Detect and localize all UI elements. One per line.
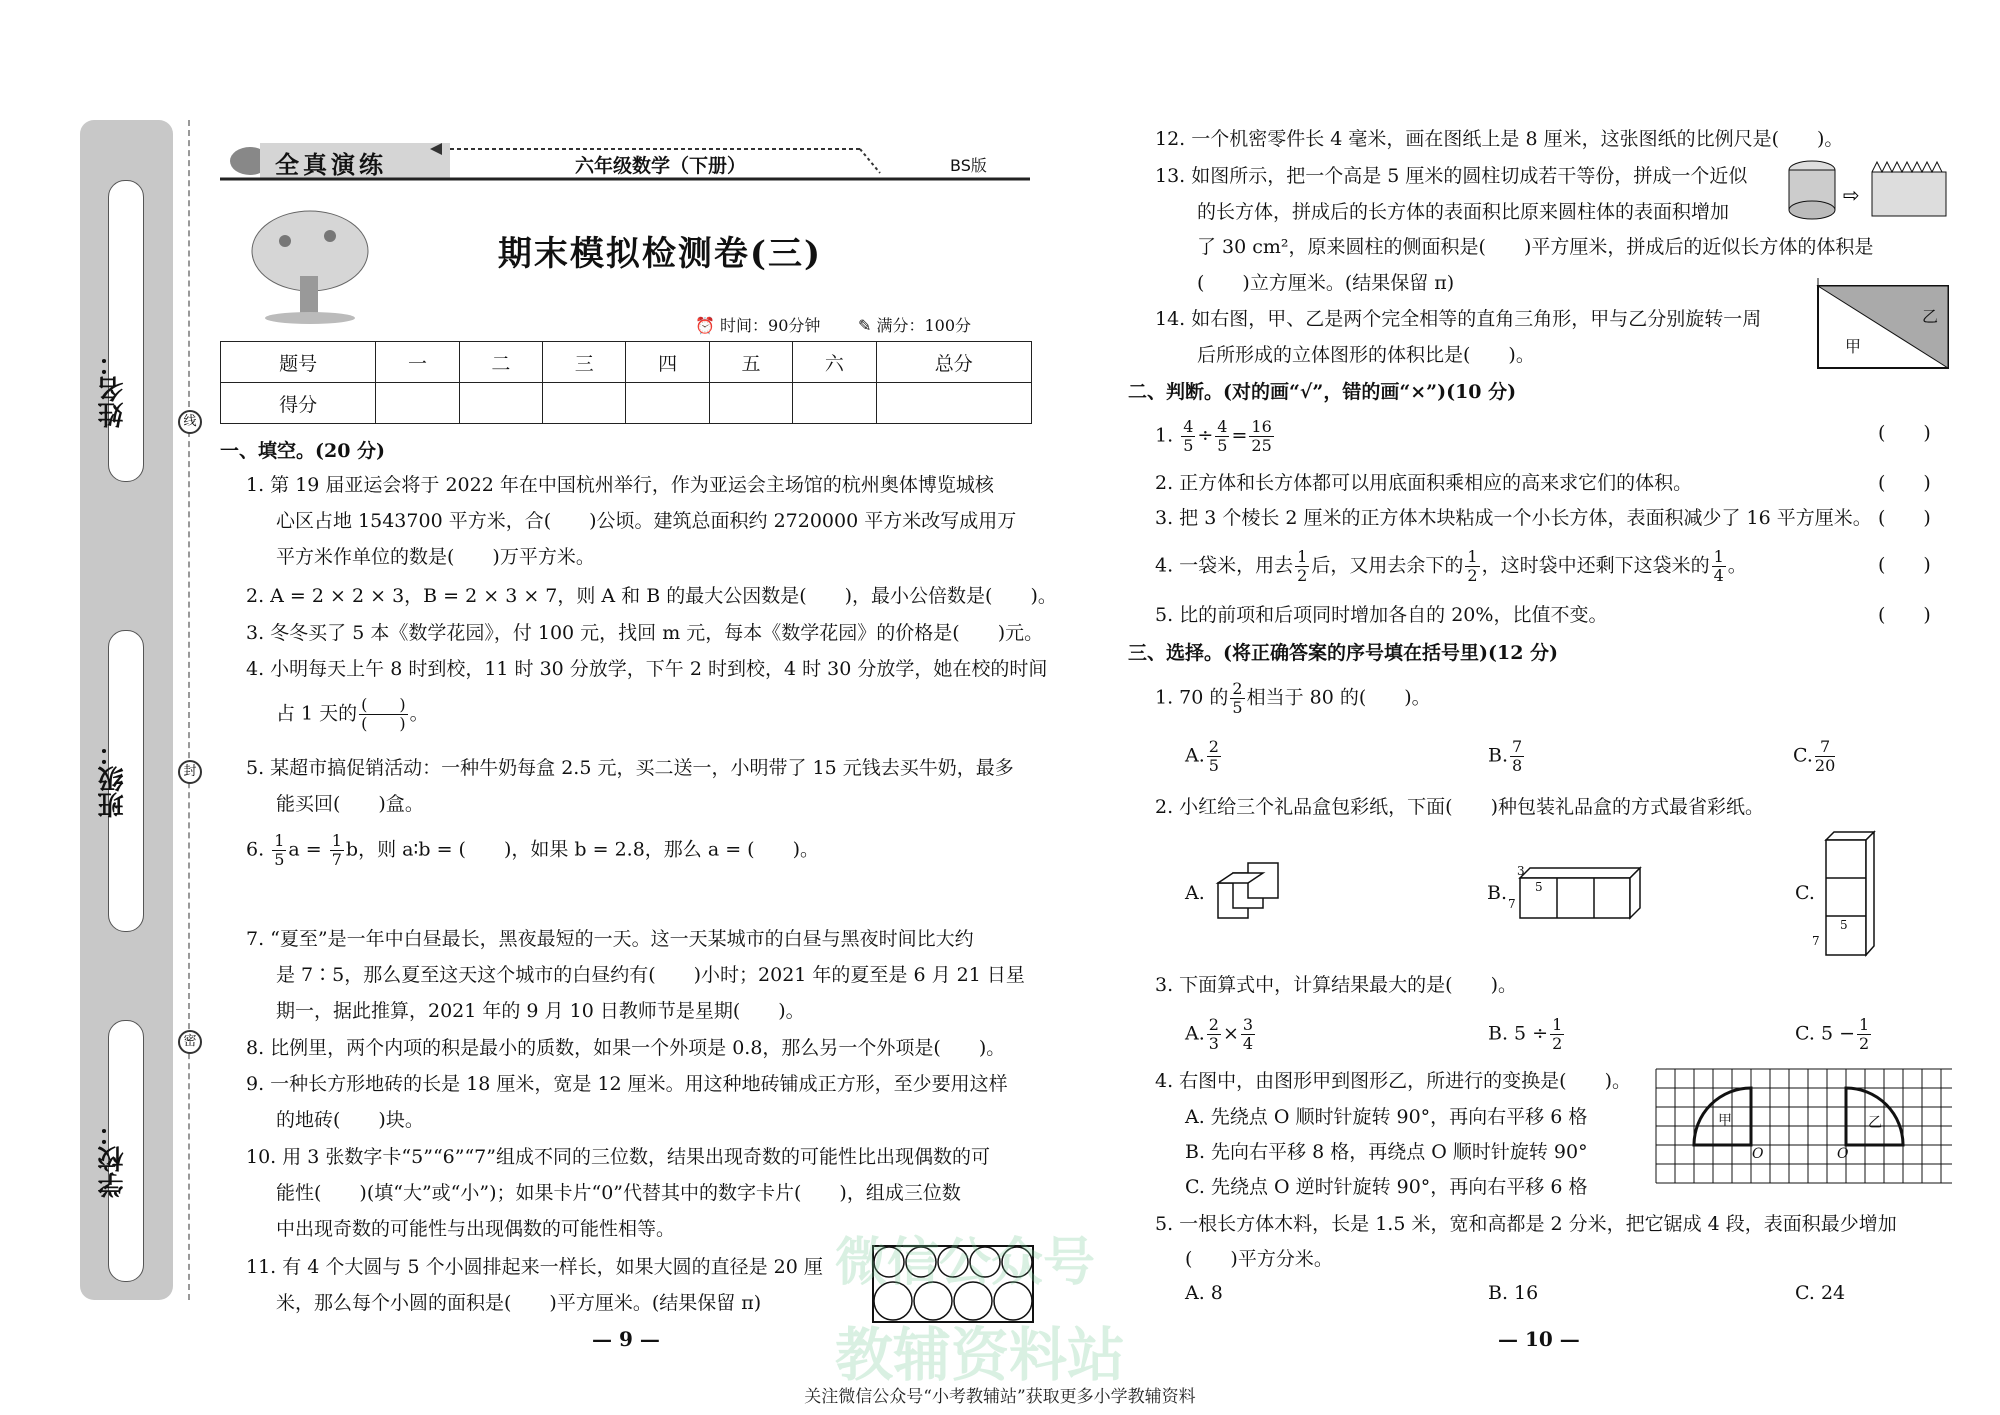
choice-3: 3. 下面算式中，计算结果最大的是( )。 xyxy=(1155,974,1517,996)
j4-text: 。 xyxy=(1727,554,1747,577)
c1-text: 相当于 80 的( )。 xyxy=(1246,686,1431,709)
binding-strip xyxy=(80,120,173,1300)
tree-illustration xyxy=(245,206,375,326)
question-13: 了 30 cm²，原来圆柱的侧面积是( )平方厘米，拼成后的近似长方体的体积是 xyxy=(1197,236,1874,258)
fraction xyxy=(1230,680,1244,717)
grid-yi-label: 乙 xyxy=(1868,1115,1882,1131)
denominator: 3 xyxy=(1208,1034,1219,1053)
section-choice: 三、选择。(将正确答案的序号填在括号里)(12 分) xyxy=(1128,642,1559,664)
watermark-text: 教辅资料站 xyxy=(835,1321,1126,1389)
name-label: 姓名： xyxy=(98,350,128,428)
question-2: 2. A = 2 × 2 × 3，B = 2 × 3 × 7，则 A 和 B 的最大公因数是( )，最小公倍数是( )。 xyxy=(246,585,1057,607)
operator: × xyxy=(1222,1022,1239,1045)
question-10: 10. 用 3 张数字卡“5”“6”“7”组成不同的三位数，结果出现奇数的可能性比出现偶数的可 xyxy=(246,1146,990,1168)
choice-5: ( )平方分米。 xyxy=(1185,1248,1333,1270)
pen-icon: ✎ xyxy=(858,316,872,335)
fraction xyxy=(1249,418,1273,455)
fraction xyxy=(1207,738,1221,775)
denominator: 5 xyxy=(1217,436,1228,455)
fraction xyxy=(1712,548,1726,585)
fraction xyxy=(1550,1016,1564,1053)
choice-1 xyxy=(1155,680,1431,717)
question-10: 中出现奇数的可能性与出现偶数的可能性相等。 xyxy=(276,1218,676,1240)
question-1: 平方米作单位的数是( )万平方米。 xyxy=(276,546,595,568)
question-4 xyxy=(276,696,429,733)
option-a[interactable]: A. 先绕点 O 顺时针旋转 90°，再向右平移 6 格 xyxy=(1185,1106,1588,1128)
numerator: 7 xyxy=(1512,737,1523,756)
grid-point-o: O xyxy=(1752,1146,1764,1162)
fraction xyxy=(1215,418,1229,455)
question-7: 是 7∶5，那么夏至这天这个城市的白昼约有( )小时；2021 年的夏至是 6 月 21 日星 xyxy=(276,964,1025,986)
option-b[interactable]: B. 16 xyxy=(1488,1282,1539,1304)
option-letter: B. xyxy=(1488,744,1509,767)
denominator: 8 xyxy=(1512,756,1523,775)
judge-1 xyxy=(1155,418,1276,455)
option-letter: C. xyxy=(1793,744,1813,767)
denominator: 20 xyxy=(1814,756,1836,775)
school-label: 学校： xyxy=(98,1120,128,1198)
fraction xyxy=(330,832,344,869)
question-1: 心区占地 1543700 平方米，合( )公顷。建筑总面积约 2720000 平方米改写成用万 xyxy=(276,510,1017,532)
denominator: 5 xyxy=(1232,698,1243,717)
question-14: 后所形成的立体图形的体积比是( )。 xyxy=(1197,344,1535,366)
j1-num: 1. xyxy=(1155,424,1174,447)
judge-answer-box[interactable]: ( ) xyxy=(1878,507,1931,529)
option-letter: A. xyxy=(1185,744,1205,767)
question-13: 的长方体，拼成后的长方体的表面积比原来圆柱体的表面积增加 xyxy=(1197,201,1730,223)
judge-answer-box[interactable]: ( ) xyxy=(1878,422,1931,444)
q6-text: b，则 a∶b = ( )，如果 b = 2.8，那么 a = ( )。 xyxy=(345,838,819,861)
option-letter: B. 5 ÷ xyxy=(1488,1022,1549,1045)
box-column-c-figure xyxy=(1822,828,1878,958)
numerator: 1 xyxy=(331,831,342,850)
question-11: 11. 有 4 个大圆与 5 个小圆排起来一样长，如果大圆的直径是 20 厘 xyxy=(246,1256,823,1278)
option-b[interactable] xyxy=(1488,1016,1566,1053)
numerator: 1 xyxy=(1859,1015,1870,1034)
time-text: 时间：90分钟 xyxy=(720,316,821,335)
j4-text: ，这时袋中还剩下这袋米的 xyxy=(1481,554,1710,577)
denominator: 5 xyxy=(274,850,285,869)
numerator: 1 xyxy=(1713,547,1724,566)
numerator: 2 xyxy=(1208,1015,1219,1034)
seal-mark: 线 xyxy=(178,410,202,434)
question-1: 1. 第 19 届亚运会将于 2022 年在中国杭州举行，作为亚运会主场馆的杭州奥体博览城核 xyxy=(246,474,994,496)
option-b[interactable]: B. xyxy=(1487,882,1508,904)
question-14: 14. 如右图，甲、乙是两个完全相等的直角三角形，甲与乙分别旋转一周 xyxy=(1155,308,1762,330)
series-name: 全真演练 xyxy=(275,150,387,179)
numerator: 1 xyxy=(1552,1015,1563,1034)
time-limit xyxy=(695,313,820,336)
c1-text: 1. 70 的 xyxy=(1155,686,1229,709)
question-4: 4. 小明每天上午 8 时到校，11 时 30 分放学，下午 2 时到校，4 时 30 分放学，她在校的时间 xyxy=(246,658,1048,680)
name-field[interactable] xyxy=(108,180,144,482)
choice-5: 5. 一根长方体木料，长是 1.5 米，宽和高都是 2 分米，把它锯成 4 段，表面积最少增加 xyxy=(1155,1213,1897,1235)
triangle-yi-label: 乙 xyxy=(1922,307,1939,326)
box-dim-label: 5 xyxy=(1535,880,1543,894)
box-dim-label: 3 xyxy=(1517,864,1525,878)
cylinder-figure xyxy=(1787,158,1949,224)
numerator: 4 xyxy=(1217,417,1228,436)
fraction xyxy=(1295,548,1309,585)
section-judge: 二、判断。(对的画“√”，错的画“×”)(10 分) xyxy=(1128,381,1517,403)
grid-transform-figure xyxy=(1655,1068,1953,1186)
page-number: — 10 — xyxy=(1498,1327,1580,1351)
denominator: 2 xyxy=(1552,1034,1563,1053)
box-row-b-figure xyxy=(1510,858,1642,920)
page-number: — 9 — xyxy=(592,1327,660,1351)
choice-2: 2. 小红给三个礼品盒包彩纸，下面( )种包装礼品盒的方式最省彩纸。 xyxy=(1155,796,1764,818)
denominator: 25 xyxy=(1251,436,1272,455)
numerator: ( ) xyxy=(361,695,406,714)
score-cell[interactable] xyxy=(543,383,626,424)
denominator: 2 xyxy=(1297,566,1308,585)
table-cell: 一 xyxy=(376,342,459,383)
question-3: 3. 冬冬买了 5 本《数学花园》，付 100 元，找回 m 元，每本《数学花园》的价格是( )元。 xyxy=(246,622,1044,644)
page-title: 期末模拟检测卷(三) xyxy=(497,234,823,274)
numerator: 2 xyxy=(1232,679,1243,698)
box-dim-label: 7 xyxy=(1508,897,1516,911)
denominator: 7 xyxy=(331,850,342,869)
box-dim-label: 7 xyxy=(1812,934,1820,948)
table-cell: 五 xyxy=(709,342,792,383)
judge-3: 3. 把 3 个棱长 2 厘米的正方体木块粘成一个小长方体，表面积减少了 16 平方厘米。 xyxy=(1155,507,1872,529)
numerator: 16 xyxy=(1251,417,1272,436)
numerator: 1 xyxy=(1467,547,1478,566)
question-5: 能买回( )盒。 xyxy=(276,793,424,815)
choice-4: 4. 右图中，由图形甲到图形乙，所进行的变换是( )。 xyxy=(1155,1070,1631,1092)
table-cell: 四 xyxy=(626,342,709,383)
option-c[interactable] xyxy=(1793,738,1837,775)
option-a[interactable]: A. 8 xyxy=(1185,1282,1223,1304)
fraction xyxy=(272,832,286,869)
option-c[interactable] xyxy=(1795,1016,1873,1053)
full-score xyxy=(858,313,971,336)
table-cell: 二 xyxy=(459,342,542,383)
option-c[interactable]: C. xyxy=(1795,882,1815,904)
judge-answer-box[interactable]: ( ) xyxy=(1878,554,1931,576)
question-11: 米，那么每个小圆的面积是( )平方厘米。(结果保留 π) xyxy=(276,1292,762,1314)
question-13: ( )立方厘米。(结果保留 π) xyxy=(1197,272,1455,294)
footer-note: 关注微信公众号“小考教辅站”获取更多小学教辅资料 xyxy=(804,1387,1196,1407)
page-header xyxy=(220,135,1030,181)
score-cell[interactable] xyxy=(459,383,542,424)
fraction xyxy=(1181,418,1195,455)
score-text: 满分：100分 xyxy=(876,316,972,335)
class-label: 班级： xyxy=(98,740,128,818)
fraction xyxy=(1510,738,1524,775)
j4-text: 4. 一袋米，用去 xyxy=(1155,554,1294,577)
subject: 六年级数学（下册） xyxy=(575,155,747,177)
table-cell: 得分 xyxy=(221,383,376,424)
clock-icon: ⏰ xyxy=(695,316,715,335)
question-10: 能性( )(填“大”或“小”)；如果卡片“0”代替其中的数字卡片( )，组成三位数 xyxy=(276,1182,961,1204)
operator: = xyxy=(1231,424,1248,447)
score-cell[interactable] xyxy=(626,383,709,424)
q4-text: 占 1 天的 xyxy=(276,702,358,725)
score-table xyxy=(220,341,1032,424)
seal-mark: 密 xyxy=(178,1030,202,1054)
question-5: 5. 某超市搞促销活动：一种牛奶每盒 2.5 元，买二送一，小明带了 15 元钱去买牛奶，最多 xyxy=(246,757,1014,779)
seal-mark: 封 xyxy=(178,760,202,784)
numerator: 1 xyxy=(274,831,285,850)
question-12: 12. 一个机密零件长 4 毫米，画在图纸上是 8 厘米，这张图纸的比例尺是( )。 xyxy=(1155,128,1844,150)
box-stack-a-figure xyxy=(1208,848,1288,928)
numerator: 1 xyxy=(1297,547,1308,566)
table-cell: 题号 xyxy=(221,342,376,383)
watermark-text: 微信公众号 xyxy=(835,1233,1096,1293)
table-cell: 总分 xyxy=(876,342,1031,383)
score-cell[interactable] xyxy=(876,383,1031,424)
svg-text:⇨: ⇨ xyxy=(1843,183,1860,207)
table-row xyxy=(221,342,1032,383)
edition: BS版 xyxy=(950,156,987,175)
numerator: 3 xyxy=(1242,1015,1254,1034)
denominator: 4 xyxy=(1713,566,1724,585)
question-9: 的地砖( )块。 xyxy=(276,1109,424,1131)
table-cell: 三 xyxy=(543,342,626,383)
option-b[interactable]: B. 先向右平移 8 格，再绕点 O 顺时针旋转 90° xyxy=(1185,1141,1588,1163)
option-letter: A. xyxy=(1185,1022,1205,1045)
score-cell[interactable] xyxy=(793,383,876,424)
table-cell: 六 xyxy=(793,342,876,383)
judge-answer-box[interactable]: ( ) xyxy=(1878,604,1931,626)
option-b[interactable] xyxy=(1488,738,1526,775)
score-cell[interactable] xyxy=(709,383,792,424)
denominator: 5 xyxy=(1208,756,1219,775)
option-a[interactable]: A. xyxy=(1185,882,1205,904)
grid-jia-label: 甲 xyxy=(1718,1113,1732,1129)
question-9: 9. 一种长方形地砖的长是 18 厘米，宽是 12 厘米。用这种地砖铺成正方形，至少要用这样 xyxy=(246,1073,1008,1095)
q6-text: a = xyxy=(288,838,322,861)
numerator: 4 xyxy=(1183,417,1194,436)
q4-end: 。 xyxy=(409,702,429,725)
denominator: 2 xyxy=(1467,566,1478,585)
judge-4 xyxy=(1155,548,1747,585)
box-dim-label: 5 xyxy=(1840,918,1848,932)
option-a[interactable] xyxy=(1185,738,1223,775)
denominator: 5 xyxy=(1183,436,1194,455)
grid-point-o: O xyxy=(1837,1146,1849,1162)
fraction xyxy=(1465,548,1479,585)
denominator: 4 xyxy=(1242,1034,1254,1053)
denominator: ( ) xyxy=(361,714,406,733)
judge-5: 5. 比的前项和后项同时增加各自的 20%，比值不变。 xyxy=(1155,604,1608,626)
option-c[interactable]: C. 先绕点 O 逆时针旋转 90°，再向右平移 6 格 xyxy=(1185,1176,1588,1198)
option-letter: C. 5 − xyxy=(1795,1022,1855,1045)
numerator: 7 xyxy=(1815,738,1835,757)
judge-2: 2. 正方体和长方体都可以用底面积乘相应的高来求它们的体积。 xyxy=(1155,472,1693,494)
option-c[interactable]: C. 24 xyxy=(1795,1282,1846,1304)
triangle-jia-label: 甲 xyxy=(1845,337,1862,356)
cut-line xyxy=(188,120,190,1300)
fraction xyxy=(1241,1016,1255,1053)
denominator: 2 xyxy=(1859,1034,1870,1053)
judge-answer-box[interactable]: ( ) xyxy=(1878,472,1931,494)
question-8: 8. 比例里，两个内项的积是最小的质数，如果一个外项是 0.8，那么另一个外项是( )。 xyxy=(246,1037,1006,1059)
fraction xyxy=(1815,738,1835,775)
option-a[interactable] xyxy=(1185,1016,1257,1053)
q6-num: 6. xyxy=(246,838,265,861)
question-7: 7. “夏至”是一年中白昼最长，黑夜最短的一天。这一天某城市的白昼与黑夜时间比大约 xyxy=(246,928,974,950)
fraction xyxy=(1207,1016,1221,1053)
j4-text: 后，又用去余下的 xyxy=(1311,554,1464,577)
section-fill-blank: 一、填空。(20 分) xyxy=(220,440,386,462)
table-row xyxy=(221,383,1032,424)
question-7: 期一，据此推算，2021 年的 9 月 10 日教师节是星期( )。 xyxy=(276,1000,805,1022)
score-cell[interactable] xyxy=(376,383,459,424)
question-13: 13. 如图所示，把一个高是 5 厘米的圆柱切成若干等份，拼成一个近似 xyxy=(1155,165,1748,187)
numerator: 2 xyxy=(1208,737,1219,756)
fraction xyxy=(1857,1016,1871,1053)
operator: ÷ xyxy=(1197,424,1214,447)
fraction[interactable] xyxy=(359,696,408,733)
question-6 xyxy=(246,832,819,869)
